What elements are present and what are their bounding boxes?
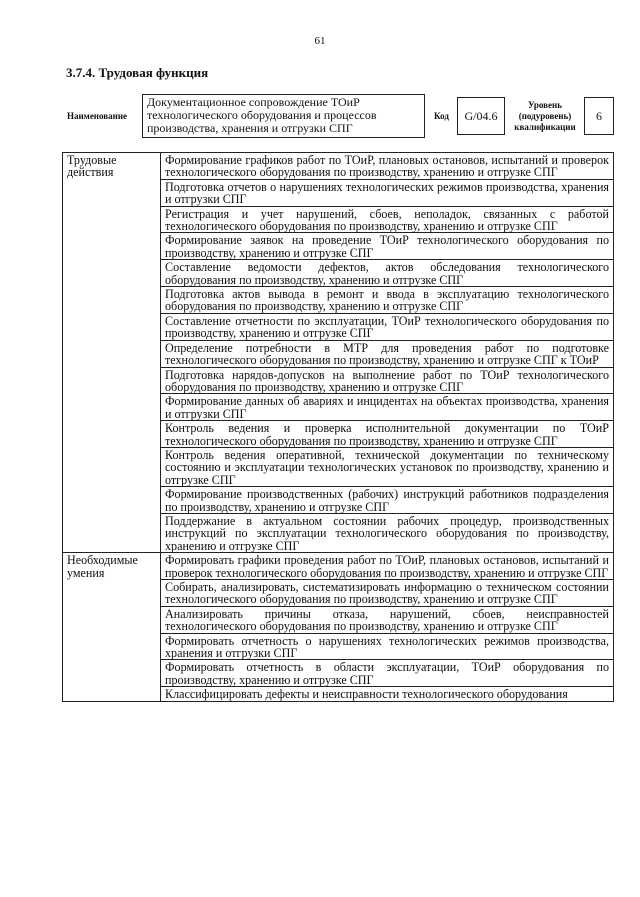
table-cell: Анализировать причины отказа, нарушений, сбоев, неисправностей технологического оборудования по производству, хранению и отгрузке СПГ [161,606,614,633]
level-label-line: (подуровень) [518,111,572,121]
table-cell: Собирать, анализировать, систематизировать информацию о техническом состоянии технологического оборудования по производству, хранению и отгрузке СПГ [161,580,614,607]
table-cell: Формирование данных об авариях и инцидентах на объектах производства, хранения и отгрузки СПГ [161,394,614,421]
code-label: Код [434,111,449,121]
table-cell: Формировать графики проведения работ по ТОиР, плановых остановов, испытаний и проверок технологического оборудования по производству, хранению и отгрузке СПГ [161,553,614,580]
level-label-line: квалификации [514,122,576,132]
table-cell: Формирование заявок на проведение ТОиР технологического оборудования по производству, хранению и отгрузке СПГ [161,233,614,260]
table-cell: Определение потребности в МТР для проведения работ по подготовке технологического оборудования по производству, хранению и отгрузке СПГ к ТОиР [161,340,614,367]
table-cell: Классифицировать дефекты и неисправности технологического оборудования [161,687,614,701]
function-name-line: технологического оборудования и процессов [147,108,377,122]
table-row [63,553,614,580]
table-cell: Формирование графиков работ по ТОиР, плановых остановов, испытаний и проверок технологического оборудования по производству, хранению и отгрузке СПГ [161,153,614,180]
table-cell: Регистрация и учет нарушений, сбоев, неполадок, связанных с работой технологического оборудования по производству, хранению и отгрузке СПГ [161,206,614,233]
function-table [62,152,614,702]
table-row [63,153,614,180]
table-cell: Подготовка отчетов о нарушениях технологических режимов производства, хранения и отгрузки СПГ [161,179,614,206]
function-name-line: Документационное сопровождение ТОиР [147,95,360,109]
section-heading-line: Необходимые [67,553,138,568]
section-heading [63,153,161,553]
code-value: G/04.6 [457,97,505,135]
table-cell: Составление отчетности по эксплуатации, ТОиР технологического оборудования по производству, хранению и отгрузке СПГ [161,313,614,340]
table-cell: Подготовка нарядов-допусков на выполнение работ по ТОиР технологического оборудования по производству, хранению и отгрузке СПГ [161,367,614,394]
level-label-line: Уровень [528,100,562,110]
table-cell: Поддержание в актуальном состоянии рабочих процедур, производственных инструкций по эксплуатации технологического оборудования по производству, хранению и отгрузке СПГ [161,513,614,552]
table-cell: Подготовка актов вывода в ремонт и ввода в эксплуатацию технологического оборудования по производству, хранению и отгрузке СПГ [161,287,614,314]
table-cell: Составление ведомости дефектов, актов обследования технологического оборудования по производству, хранению и отгрузке СПГ [161,260,614,287]
section-title: 3.7.4. Трудовая функция [66,65,209,80]
table-cell: Формирование производственных (рабочих) инструкций работников подразделения по производству, хранению и отгрузке СПГ [161,487,614,514]
function-name-line: производства, хранения и отгрузки СПГ [147,121,353,135]
section-heading-line: Трудовые [67,153,117,167]
page-number: 61 [314,35,326,47]
table-cell: Контроль ведения и проверка исполнительной документации по ТОиР технологического оборудования по производству, хранению и отгрузке СПГ [161,421,614,448]
table-cell: Формировать отчетность в области эксплуатации, ТОиР оборудования по производству, хранению и отгрузке СПГ [161,660,614,687]
name-label: Наименование [67,111,127,121]
table-cell: Формировать отчетность о нарушениях технологических режимов производства, хранения и отгрузки СПГ [161,633,614,660]
level-value: 6 [584,97,614,135]
section-heading-line: умения [67,565,105,580]
table-cell: Контроль ведения оперативной, технической документации по техническому состоянию и эксплуатации технологических установок по производству, хранению и отгрузке СПГ [161,447,614,486]
section-heading [63,553,161,701]
level-label [510,100,580,133]
section-heading-line: действия [67,165,114,180]
function-name-box [142,94,425,138]
